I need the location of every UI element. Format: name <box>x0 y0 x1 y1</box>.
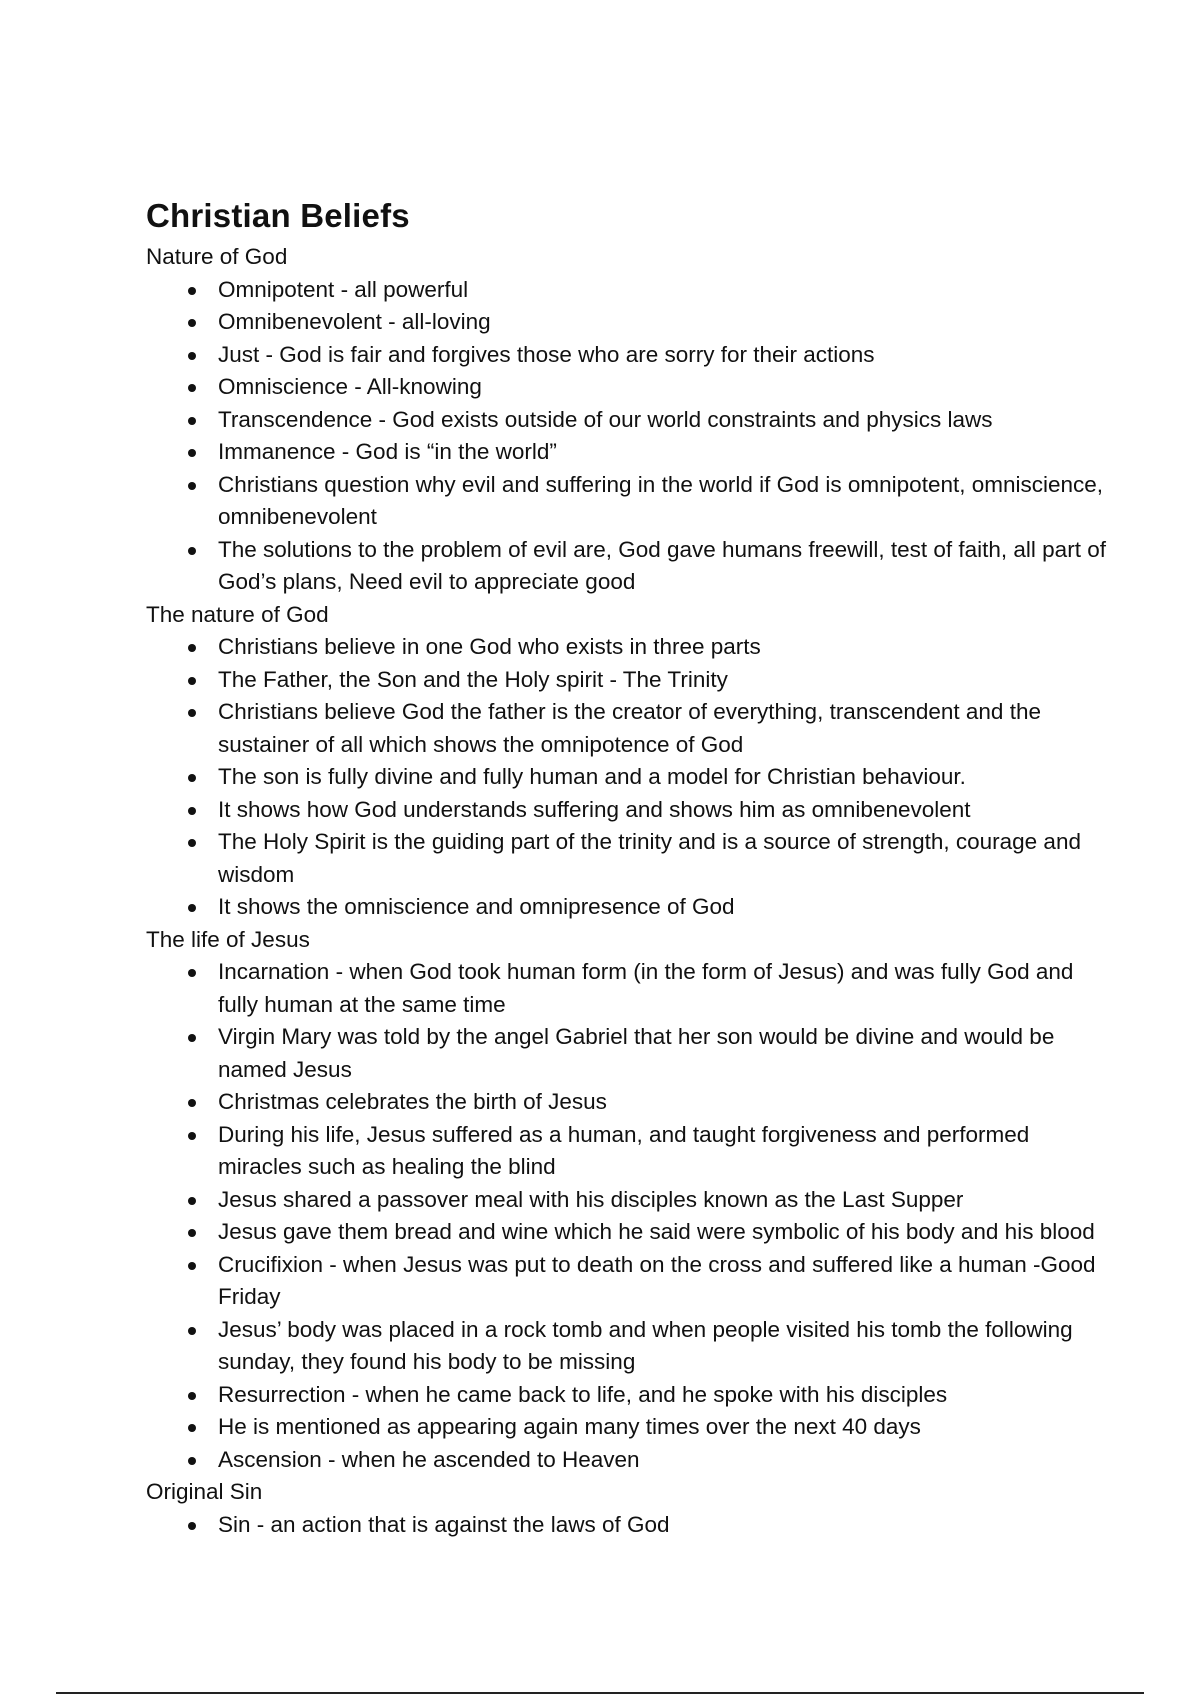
section-heading: The nature of God <box>146 601 329 627</box>
list-item <box>218 1509 1106 1542</box>
list-item <box>218 1379 1106 1412</box>
list-item-text: Omnipotent - all powerful <box>218 276 469 302</box>
bullet-icon <box>188 904 196 912</box>
list-item <box>218 696 1106 761</box>
bullet-icon <box>188 1424 196 1432</box>
list-item-text: Resurrection - when he came back to life, and he spoke with his disciples <box>218 1381 948 1407</box>
list-item <box>218 1444 1106 1477</box>
bullet-icon <box>188 1522 196 1530</box>
page-title: Christian Beliefs <box>146 197 410 234</box>
bullet-icon <box>188 384 196 392</box>
list-item-text: During his life, Jesus suffered as a human, and taught forgiveness and performed miracles such as healing the blind <box>218 1121 1030 1179</box>
list-item <box>218 1021 1106 1086</box>
bullet-icon <box>188 417 196 425</box>
list-item-text: Virgin Mary was told by the angel Gabriel that her son would be divine and would be named Jesus <box>218 1024 1055 1082</box>
footer-divider <box>56 1692 1144 1694</box>
bullet-icon <box>188 774 196 782</box>
bullet-icon <box>188 352 196 360</box>
bullet-icon <box>188 287 196 295</box>
list-item-text: It shows the omniscience and omnipresence of God <box>218 894 735 919</box>
list-item-text: He is mentioned as appearing again many times over the next 40 days <box>218 1414 921 1439</box>
bullet-list <box>146 274 1106 599</box>
list-item-text: The son is fully divine and fully human and a model for Christian behaviour. <box>218 764 966 789</box>
list-item <box>218 891 1106 924</box>
list-item-text: The Father, the Son and the Holy spirit - The Trinity <box>218 666 728 692</box>
list-item <box>218 306 1106 339</box>
bullet-icon <box>188 677 196 685</box>
bullet-icon <box>188 449 196 457</box>
list-item <box>218 339 1106 372</box>
list-item-text: Ascension - when he ascended to Heaven <box>218 1446 640 1472</box>
bullet-icon <box>188 839 196 847</box>
list-item <box>218 761 1106 794</box>
bullet-icon <box>188 969 196 977</box>
list-item <box>218 631 1106 664</box>
bullet-list <box>146 1509 1106 1542</box>
list-item <box>218 664 1106 697</box>
list-item-text: Transcendence - God exists outside of our world constraints and physics laws <box>218 406 993 432</box>
bullet-icon <box>188 1229 196 1237</box>
bullet-icon <box>188 709 196 717</box>
list-item <box>218 1184 1106 1217</box>
list-item-text: The Holy Spirit is the guiding part of the trinity and is a source of strength, courage and wisdom <box>218 829 1081 887</box>
list-item-text: Incarnation - when God took human form (in the form of Jesus) and was fully God and fully human at the same time <box>218 959 1074 1017</box>
bullet-icon <box>188 1457 196 1465</box>
bullet-list <box>146 631 1106 924</box>
bullet-icon <box>188 1099 196 1107</box>
list-item-text: Just - God is fair and forgives those who are sorry for their actions <box>218 341 875 367</box>
list-item-text: Jesus shared a passover meal with his disciples known as the Last Supper <box>218 1186 964 1212</box>
list-item-text: It shows how God understands suffering and shows him as omnibenevolent <box>218 796 971 822</box>
list-item-text: Christmas celebrates the birth of Jesus <box>218 1089 607 1114</box>
list-item <box>218 1119 1106 1184</box>
list-item-text: Christians believe in one God who exists in three parts <box>218 634 761 659</box>
bullet-icon <box>188 1392 196 1400</box>
bullet-icon <box>188 1197 196 1205</box>
list-item-text: Christians believe God the father is the creator of everything, transcendent and the sustainer of all which shows the omnipotence of God <box>218 699 1041 757</box>
list-item <box>218 1249 1106 1314</box>
bullet-icon <box>188 319 196 327</box>
bullet-icon <box>188 1034 196 1042</box>
bullet-list <box>146 956 1106 1476</box>
section-heading: Nature of God <box>146 244 288 269</box>
list-item <box>218 469 1106 534</box>
list-item <box>218 436 1106 469</box>
bullet-icon <box>188 1262 196 1270</box>
document-page <box>146 196 1106 1541</box>
bullet-icon <box>188 1132 196 1140</box>
section-heading: The life of Jesus <box>146 926 310 952</box>
list-item <box>218 1216 1106 1249</box>
section-heading: Original Sin <box>146 1479 263 1504</box>
list-item <box>218 274 1106 307</box>
list-item <box>218 1411 1106 1444</box>
list-item <box>218 1086 1106 1119</box>
list-item-text: Christians question why evil and suffering in the world if God is omnipotent, omniscience, omnibenevolent <box>218 471 1104 529</box>
list-item <box>218 404 1106 437</box>
list-item-text: Crucifixion - when Jesus was put to death on the cross and suffered like a human -Good Friday <box>218 1251 1096 1309</box>
list-item <box>218 534 1106 599</box>
list-item <box>218 371 1106 404</box>
bullet-icon <box>188 482 196 490</box>
list-item <box>218 794 1106 827</box>
bullet-icon <box>188 807 196 815</box>
bullet-icon <box>188 644 196 652</box>
bullet-icon <box>188 1327 196 1335</box>
list-item-text: Sin - an action that is against the laws of God <box>218 1511 670 1537</box>
list-item-text: Jesus’ body was placed in a rock tomb and when people visited his tomb the following sunday, they found his body to be missing <box>218 1316 1073 1374</box>
bullet-icon <box>188 547 196 555</box>
list-item-text: The solutions to the problem of evil are, God gave humans freewill, test of faith, all part of God’s plans, Need evil to appreciate good <box>218 536 1106 594</box>
list-item-text: Jesus gave them bread and wine which he said were symbolic of his body and his blood <box>218 1219 1095 1244</box>
list-item-text: Omnibenevolent - all-loving <box>218 309 491 334</box>
list-item <box>218 1314 1106 1379</box>
list-item-text: Omniscience - All-knowing <box>218 374 482 399</box>
document-body <box>146 241 1106 1541</box>
list-item-text: Immanence - God is “in the world” <box>218 439 557 464</box>
list-item <box>218 826 1106 891</box>
list-item <box>218 956 1106 1021</box>
